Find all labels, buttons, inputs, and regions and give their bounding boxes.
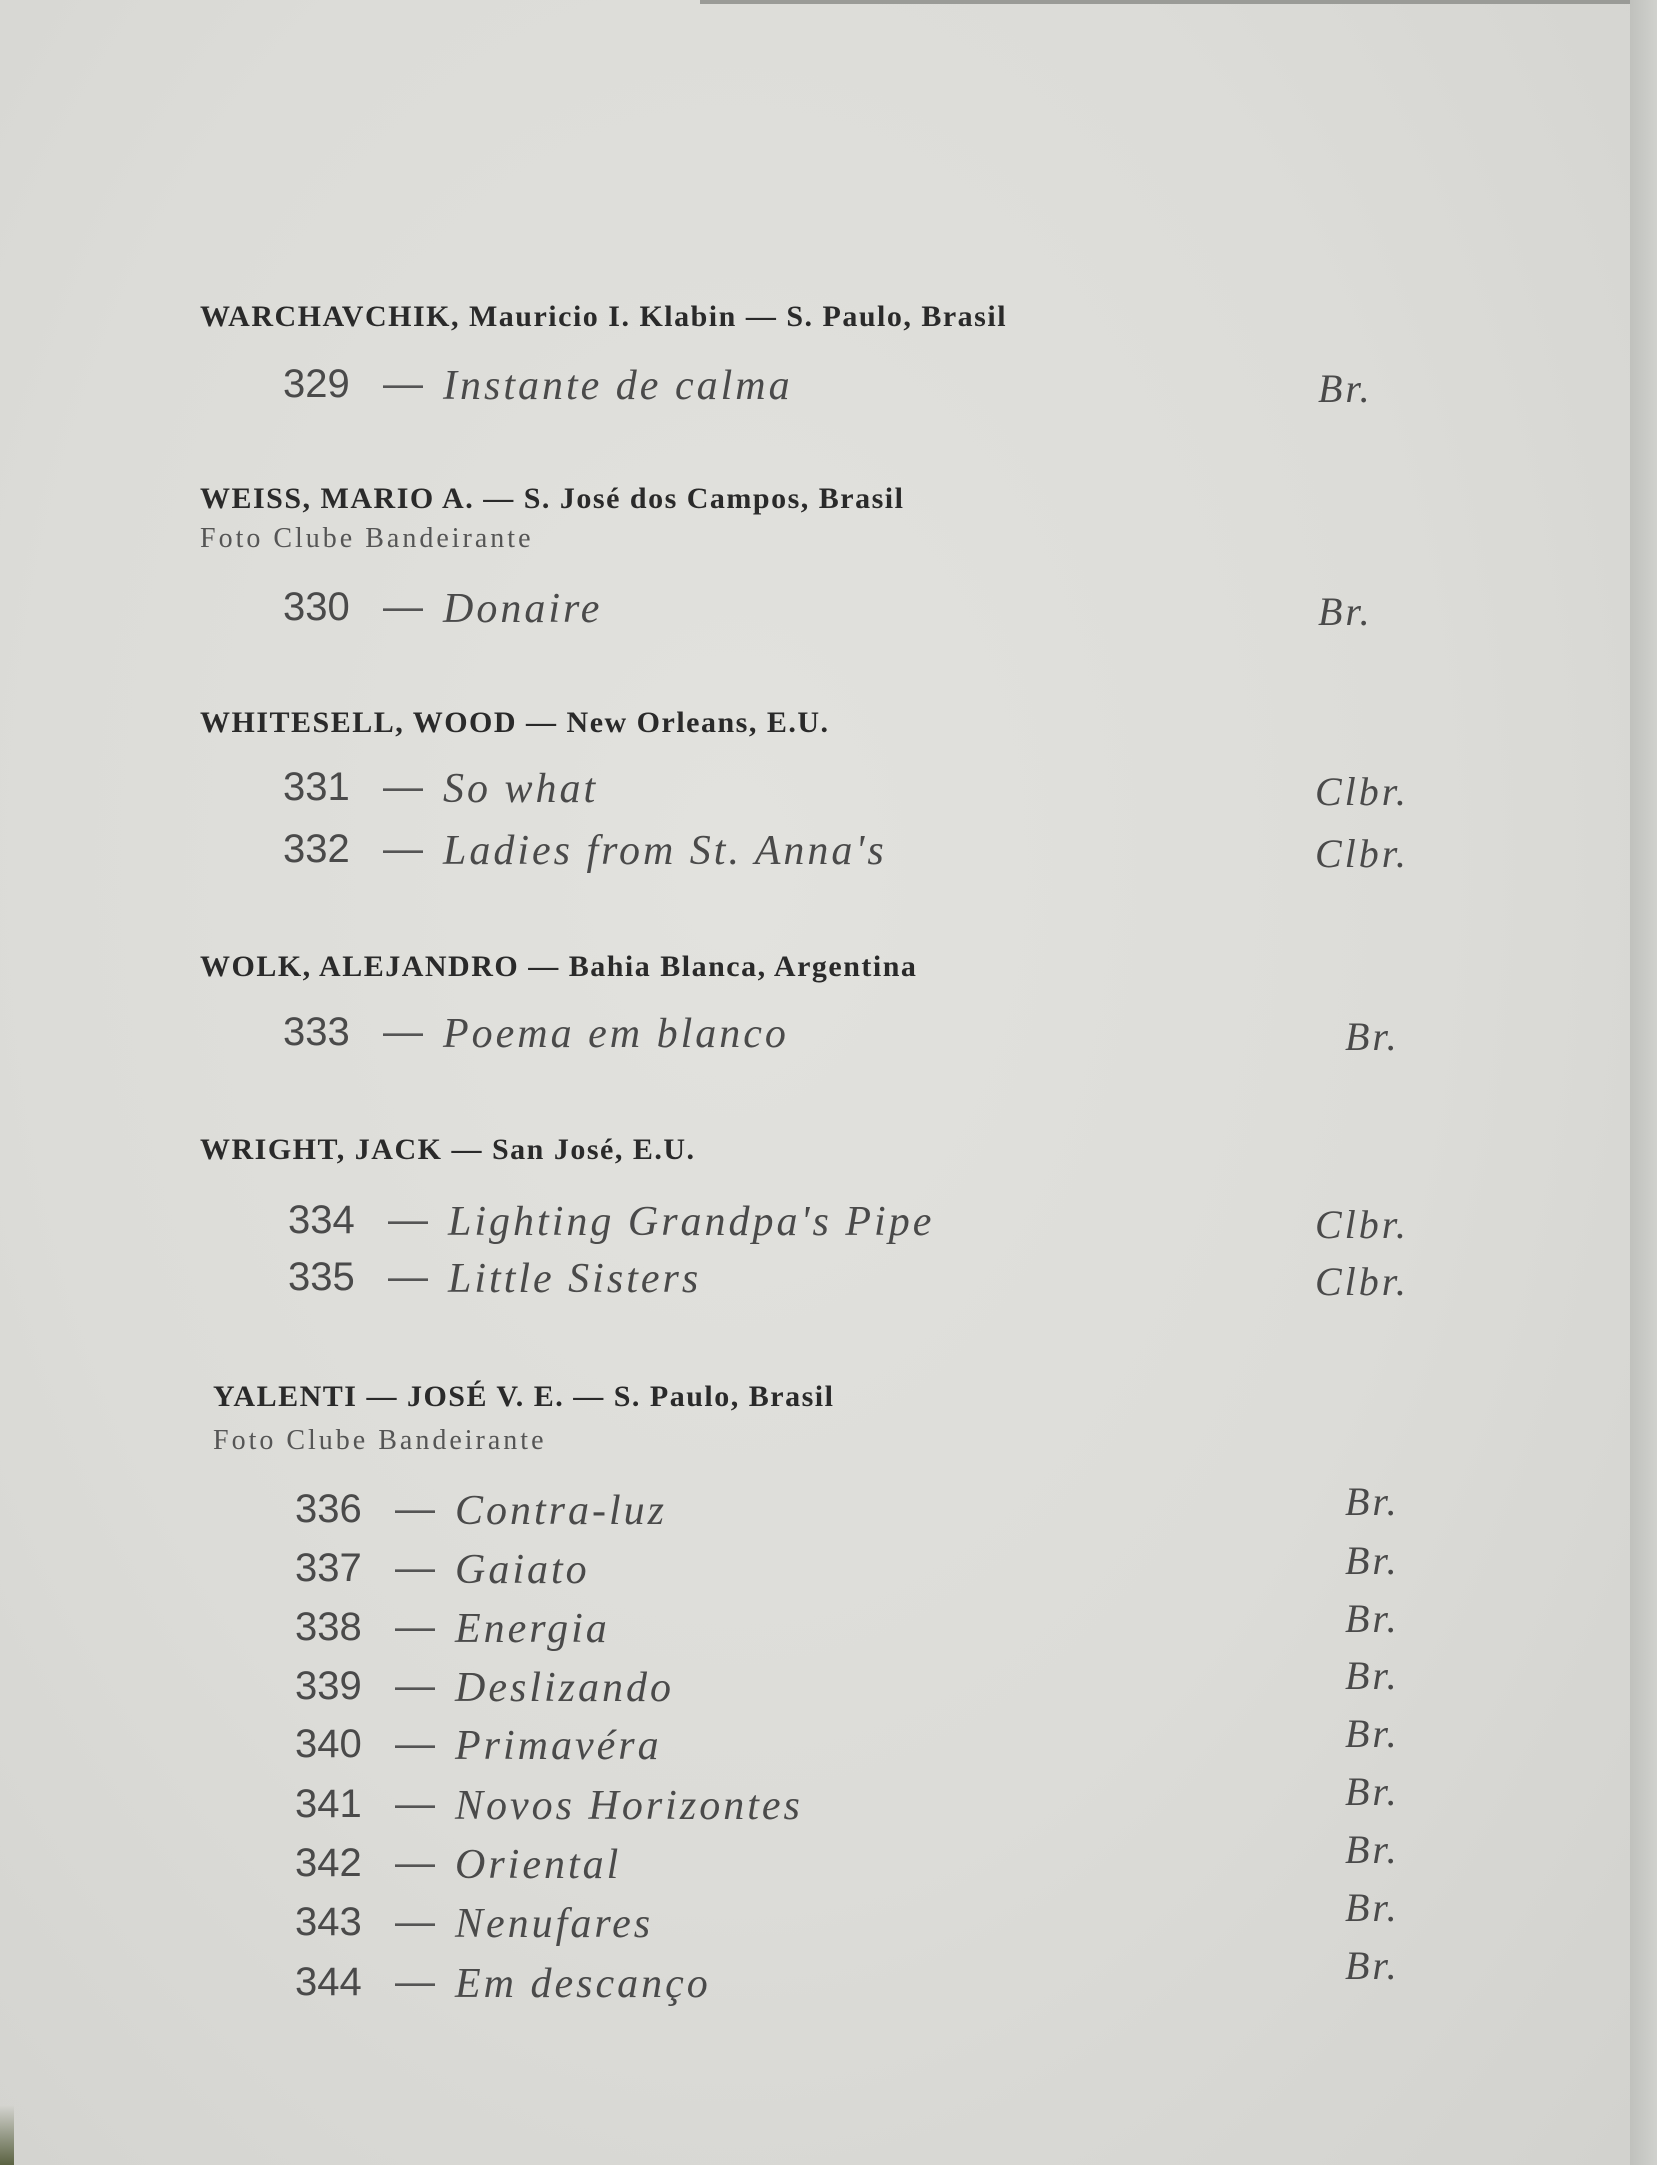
page-top-edge-line: [700, 0, 1630, 4]
work-category: Br.: [1345, 1479, 1400, 1524]
work-title: Poema em blanco: [443, 1011, 789, 1057]
work-category: Br.: [1345, 1943, 1400, 1988]
work-title: Lighting Grandpa's Pipe: [448, 1199, 935, 1245]
exhibitor-name: YALENTI — JOSÉ V. E. — S. Paulo, Brasil: [213, 1380, 835, 1413]
exhibitor-name: WRIGHT, JACK — San José, E.U.: [200, 1133, 696, 1166]
exhibitor-club: Foto Clube Bandeirante: [200, 523, 534, 554]
work-title: Primavéra: [455, 1723, 662, 1769]
exhibitor-name: WARCHAVCHIK, Mauricio I. Klabin — S. Paulo, Brasil: [200, 300, 1008, 333]
work-dash: —: [395, 1487, 435, 1531]
work-category: Br.: [1345, 1885, 1400, 1930]
work-number: 339: [295, 1664, 362, 1708]
work-dash: —: [395, 1546, 435, 1590]
work-category: Br.: [1345, 1014, 1400, 1059]
work-category: Br.: [1345, 1653, 1400, 1698]
work-category: Br.: [1345, 1596, 1400, 1641]
work-number: 335: [288, 1255, 355, 1299]
exhibitor-name: WOLK, ALEJANDRO — Bahia Blanca, Argentina: [200, 950, 918, 983]
work-number: 336: [295, 1487, 362, 1531]
work-title: Deslizando: [455, 1665, 674, 1711]
work-number: 338: [295, 1605, 362, 1649]
work-number: 333: [283, 1010, 350, 1054]
work-number: 341: [295, 1782, 362, 1826]
work-number: 332: [283, 827, 350, 871]
work-dash: —: [395, 1722, 435, 1766]
work-title: Instante de calma: [443, 363, 793, 409]
work-title: Ladies from St. Anna's: [443, 828, 887, 874]
work-dash: —: [383, 765, 423, 809]
work-title: Oriental: [455, 1842, 622, 1888]
work-number: 331: [283, 765, 350, 809]
work-category: Br.: [1345, 1769, 1400, 1814]
work-dash: —: [395, 1960, 435, 2004]
work-number: 330: [283, 585, 350, 629]
work-title: Contra-luz: [455, 1488, 668, 1534]
work-title: Novos Horizontes: [455, 1783, 803, 1829]
work-title: Little Sisters: [448, 1256, 702, 1302]
work-dash: —: [395, 1664, 435, 1708]
exhibitor-name: WEISS, MARIO A. — S. José dos Campos, Brasil: [200, 482, 905, 515]
work-category: Br.: [1345, 1711, 1400, 1756]
work-dash: —: [383, 362, 423, 406]
work-dash: —: [395, 1605, 435, 1649]
work-title: Energia: [455, 1606, 610, 1652]
work-category: Clbr.: [1315, 1259, 1409, 1304]
exhibitor-name: WHITESELL, WOOD — New Orleans, E.U.: [200, 706, 830, 739]
work-dash: —: [395, 1782, 435, 1826]
work-number: 340: [295, 1722, 362, 1766]
work-number: 329: [283, 362, 350, 406]
work-number: 334: [288, 1198, 355, 1242]
work-title: Donaire: [443, 586, 603, 632]
work-title: Nenufares: [455, 1901, 654, 1947]
work-category: Br.: [1318, 366, 1373, 411]
work-category: Br.: [1345, 1538, 1400, 1583]
work-title: Em descanço: [455, 1961, 711, 2007]
work-dash: —: [388, 1255, 428, 1299]
work-dash: —: [383, 827, 423, 871]
work-dash: —: [395, 1841, 435, 1885]
work-number: 337: [295, 1546, 362, 1590]
work-dash: —: [388, 1198, 428, 1242]
exhibitor-club: Foto Clube Bandeirante: [213, 1425, 547, 1456]
work-title: Gaiato: [455, 1547, 590, 1593]
work-category: Clbr.: [1315, 831, 1409, 876]
work-category: Clbr.: [1315, 1202, 1409, 1247]
work-category: Clbr.: [1315, 769, 1409, 814]
work-dash: —: [395, 1900, 435, 1944]
work-category: Br.: [1318, 589, 1373, 634]
work-category: Br.: [1345, 1827, 1400, 1872]
work-number: 343: [295, 1900, 362, 1944]
work-number: 344: [295, 1960, 362, 2004]
work-dash: —: [383, 1010, 423, 1054]
work-number: 342: [295, 1841, 362, 1885]
work-dash: —: [383, 585, 423, 629]
page-corner-mark: [0, 2105, 14, 2165]
page-right-edge: [1630, 0, 1657, 2165]
work-title: So what: [443, 766, 599, 812]
